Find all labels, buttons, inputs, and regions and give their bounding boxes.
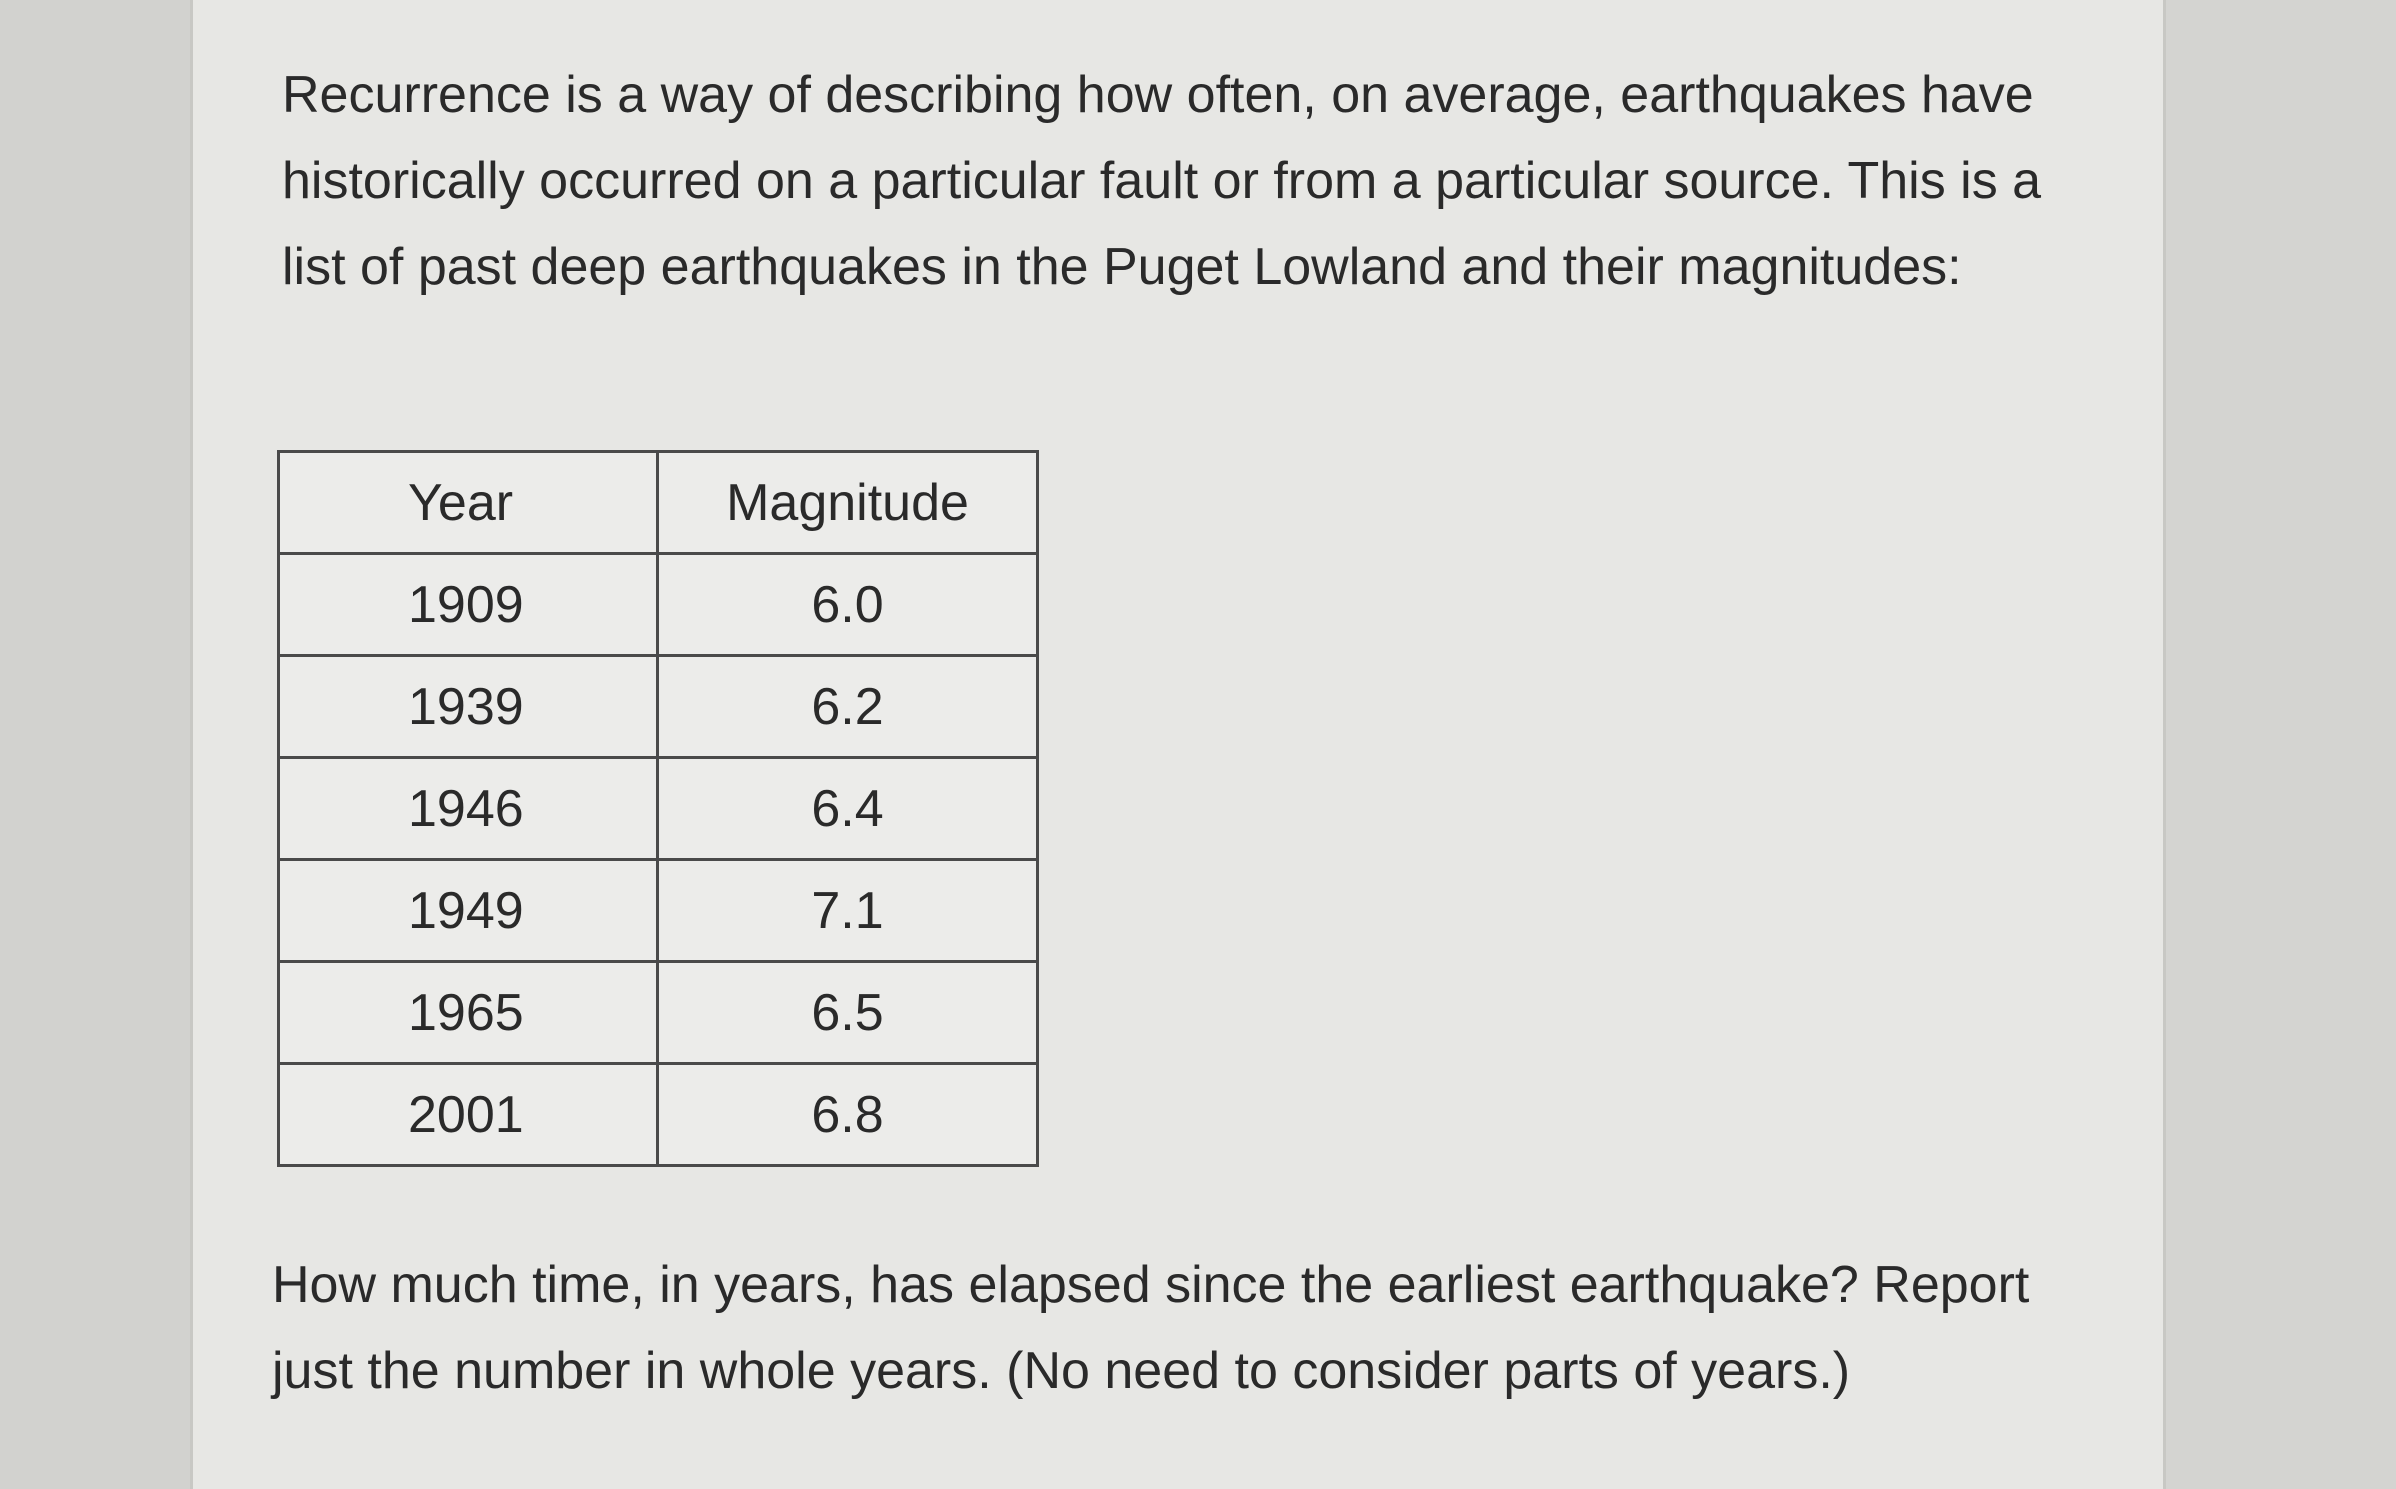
magnitude-cell: 7.1	[658, 860, 1038, 962]
question-prompt-text: How much time, in years, has elapsed since the earliest earthquake? Report just the number in whole years. (No need to consider parts of years.)	[272, 1256, 2030, 1400]
table-row	[279, 554, 1038, 656]
year-cell: 1949	[279, 860, 658, 962]
right-gutter	[2163, 0, 2396, 1489]
table-row	[279, 962, 1038, 1064]
question-intro-text: Recurrence is a way of describing how often, on average, earthquakes have historically occurred on a particular fault or from a particular source. This is a list of past deep earthquakes in the Puget Lowland and their magnitudes:	[282, 66, 2042, 296]
table-row	[279, 1064, 1038, 1166]
table-row	[279, 860, 1038, 962]
year-cell: 1939	[279, 656, 658, 758]
year-cell: 1965	[279, 962, 658, 1064]
magnitude-cell: 6.4	[658, 758, 1038, 860]
year-cell: 1946	[279, 758, 658, 860]
year-cell: 1909	[279, 554, 658, 656]
table-row	[279, 656, 1038, 758]
magnitude-cell: 6.8	[658, 1064, 1038, 1166]
magnitude-column-header: Magnitude	[658, 452, 1038, 554]
table-row	[279, 758, 1038, 860]
magnitude-cell: 6.5	[658, 962, 1038, 1064]
table-header-row	[279, 452, 1038, 554]
left-gutter	[0, 0, 193, 1489]
magnitude-cell: 6.2	[658, 656, 1038, 758]
earthquake-table	[277, 450, 1039, 1167]
year-cell: 2001	[279, 1064, 658, 1166]
year-column-header: Year	[279, 452, 658, 554]
magnitude-cell: 6.0	[658, 554, 1038, 656]
